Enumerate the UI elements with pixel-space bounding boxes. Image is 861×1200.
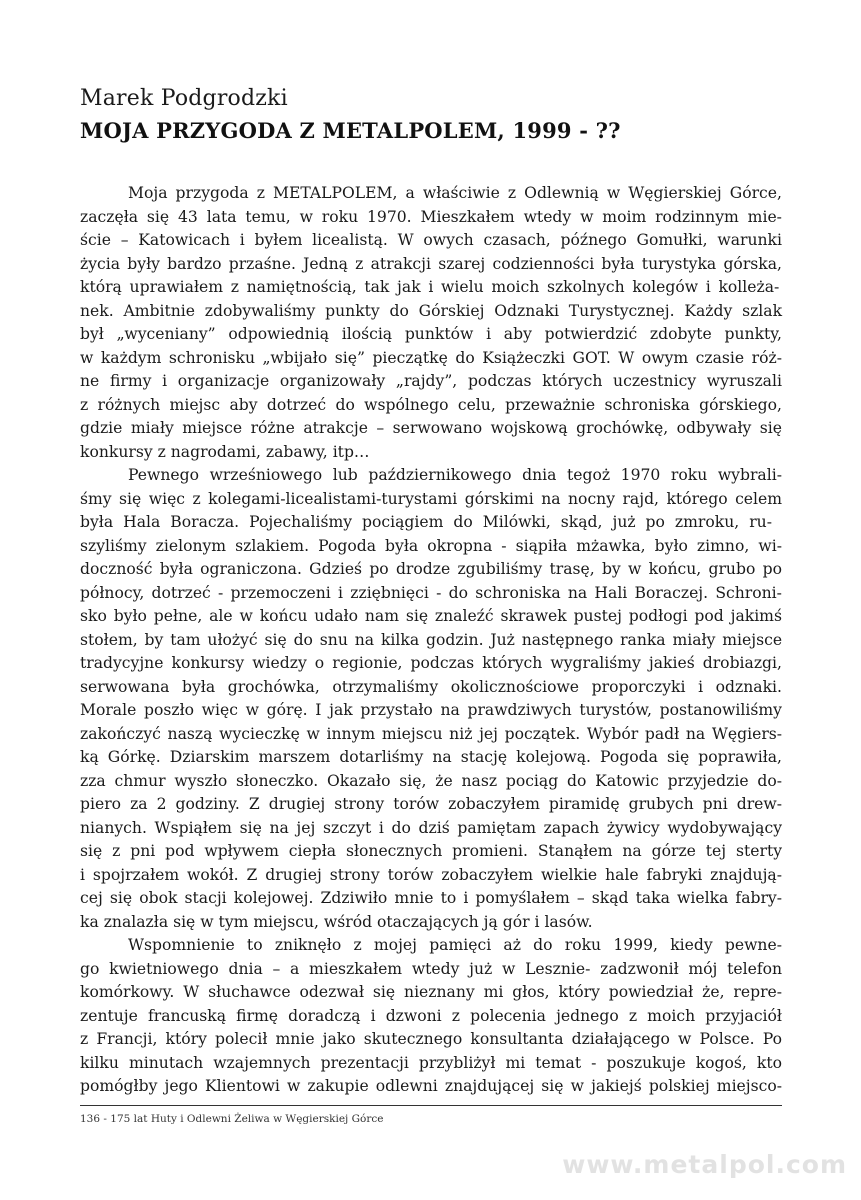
text-line: gdzie miały miejsce różne atrakcje – serwowano wojskową grochówkę, odbywały się [80,419,783,437]
text-line: z różnych miejsc aby dotrzeć do wspólnego celu, przeważnie schroniska górskiego, [80,395,782,414]
text-line: stołem, by tam ułożyć się do snu na kilka godzin. Już następnego ranka miały miejsce [80,630,783,649]
text-line: z Francji, który polecił mnie jako skutecznego konsultanta działającego w Polsce. Po [80,1030,782,1048]
article-body [80,182,782,1099]
text-line: którą uprawiałem z namiętnością, tak jak i wielu moich szkolnych kolegów i kolleża- [80,278,780,296]
text-line: ne firmy i organizacje organizowały „rajdy”, podczas których uczestnicy wyruszali [80,372,782,390]
text-line: zentuje francuską firmę doradczą i dzwoni z polecenia jednego z moich przyjaciół [80,1006,782,1025]
text-line: szyliśmy zielonym szlakiem. Pogoda była okropna - siąpiła mżawka, było zimno, wi- [80,536,782,555]
text-line: komórkowy. W słuchawce odezwał się nieznany mi głos, który powiedział że, repre- [80,983,783,1001]
article-title: MOJA PRZYGODA Z METALPOLEM, 1999 - ?? [80,118,621,143]
text-line: ście – Katowicach i byłem licealistą. W owych czasach, późnego Gomułki, warunki [80,231,782,249]
text-line: nianych. Wspiąłem się na jej szczyt i do dziś pamiętam zapach żywicy wydobywający [80,818,783,837]
website-watermark: www.metalpol.com [562,1150,847,1179]
text-line: Pewnego wrześniowego lub październikowego dnia tegoż 1970 roku wybrali- [128,466,782,484]
text-line: zakończyć naszą wycieczkę w innym miejscu niż jej początek. Wybór padł na Węgiers- [80,724,783,743]
text-line: nek. Ambitnie zdobywaliśmy punkty do Górskiej Odznaki Turystycznej. Każdy szlak [80,301,783,320]
text-line: Wspomnienie to zniknęło z mojej pamięci aż do roku 1999, kiedy pewne- [128,936,782,954]
text-line: śmy się więc z kolegami-licealistami-turystami górskimi na nocny rajd, którego celem [80,489,783,508]
text-line: życia były bardzo przaśne. Jedną z atrakcji szarej codzienności była turystyka górska, [80,254,782,273]
text-line: pomógłby jego Klientowi w zakupie odlewni znajdującej się w jakiejś polskiej miejsco- [80,1077,783,1095]
text-line: tradycyjne konkursy wiedzy o regionie, podczas których wygraliśmy jakieś drobiazgi, [80,654,782,672]
text-line: Morale poszło więc w górę. I jak przystało na prawdziwych turystów, postanowiliśmy [80,701,782,719]
text-line: był „wyceniany” odpowiednią ilością punktów i aby potwierdzić zdobyte punkty, [80,325,782,343]
text-line: Moja przygoda z METALPOLEM, a właściwie z Odlewnią w Węgierskiej Górce, [128,184,782,202]
author-name: Marek Podgrodzki [80,86,288,111]
text-line: zaczęła się 43 lata temu, w roku 1970. Mieszkałem wtedy w moim rodzinnym mie- [80,207,782,226]
text-line: i spojrzałem wokół. Z drugiej strony torów zobaczyłem wielkie hale fabryki znajdują- [80,865,782,884]
text-line: serwowana była grochówka, otrzymaliśmy okolicznościowe proporczyki i odznaki. [80,677,782,696]
page-footer: 136 - 175 lat Huty i Odlewni Żeliwa w Węgierskiej Górce [80,1113,384,1125]
text-line: była Hala Boracza. Pojechaliśmy pociągiem do Milówki, skąd, już po zmroku, ru- [80,513,772,531]
text-line: doczność była ograniczona. Gdzieś po drodze zgubiliśmy trasę, by w końcu, grubo po [80,560,782,578]
text-line: cej się obok stacji kolejowej. Zdziwiło mnie to i pomyślałem – skąd taka wielka fabry- [80,889,783,907]
text-line: go kwietniowego dnia – a mieszkałem wtedy już w Lesznie- zadzwonił mój telefon [80,959,783,978]
text-line: ka znalazła się w tym miejscu, wśród otaczających ją gór i lasów. [80,912,593,931]
text-line: ką Górkę. Dziarskim marszem dotarliśmy na stację kolejową. Pogoda się poprawiła, [80,748,783,766]
text-line: północy, dotrzeć - przemoczeni i zziębnięci - do schroniska na Hali Boraczej. Schroni- [80,583,782,602]
text-line: w każdym schronisku „wbijało się” pieczątkę do Książeczki GOT. W owym czasie róż- [80,348,782,367]
text-line: sko było pełne, ale w końcu udało nam się znaleźć skrawek pustej podłogi pod jakimś [80,607,782,625]
text-line: piero za 2 godziny. Z drugiej strony torów zobaczyłem piramidę grubych pni drew- [80,795,783,813]
footer-divider [80,1105,782,1106]
text-line: kilku minutach wzajemnych prezentacji przybliżył mi temat - poszukuje kogoś, kto [80,1053,783,1072]
text-line: się z pni pod wpływem ciepła słonecznych promieni. Stanąłem na górze tej sterty [80,842,783,860]
text-line: zza chmur wyszło słoneczko. Okazało się, że nasz pociąg do Katowic przyjedzie do- [80,771,783,790]
text-line: konkursy z nagrodami, zabawy, itp… [80,442,370,461]
